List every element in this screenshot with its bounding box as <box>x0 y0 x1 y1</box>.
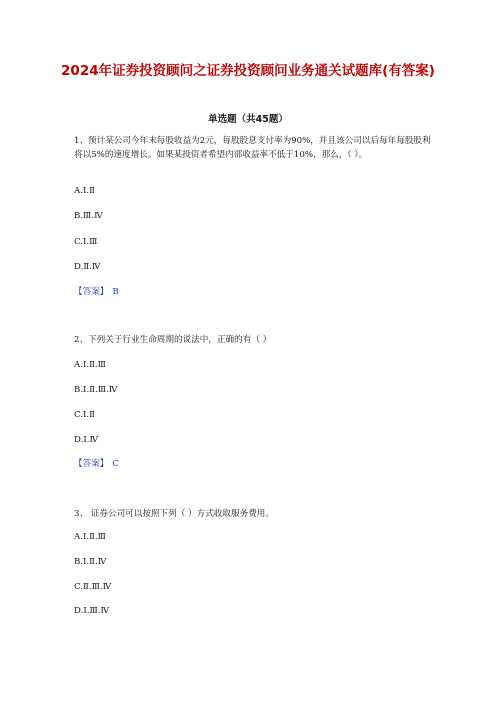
question-2-option-a: A.Ⅰ.Ⅱ.Ⅲ <box>74 360 106 370</box>
question-1-answer <box>74 286 119 298</box>
answer-value: B <box>112 287 119 297</box>
answer-value: C <box>112 459 119 469</box>
question-3-text: 3、 证券公司可以按照下列（ ）方式收取服务费用。 <box>74 509 274 519</box>
document-title: 2024年证券投资顾问之证券投资顾问业务通关试题库(有答案) <box>61 63 435 79</box>
question-1-option-c: C.Ⅰ.Ⅲ <box>74 237 98 247</box>
question-1-option-a: A.Ⅰ.Ⅱ <box>74 186 95 196</box>
question-3-option-d: D.Ⅰ.Ⅲ.Ⅳ <box>74 606 110 616</box>
question-2-option-d: D.Ⅰ.Ⅳ <box>74 435 99 445</box>
question-2-option-c: C.Ⅰ.Ⅱ <box>74 410 95 420</box>
question-1-text: 1、预计某公司今年末每股收益为2元，每股股息支付率为90%，并且该公司以后每年每股股利将以5%的速度增长。如果某投资者希望内部收益率不低于10%，那么，（ ）。 <box>74 136 431 160</box>
question-3-option-a: A.Ⅰ.Ⅱ.Ⅲ <box>74 532 106 542</box>
answer-label: 【答案】 <box>74 459 109 469</box>
answer-label: 【答案】 <box>74 287 109 297</box>
question-3-option-b: B.Ⅰ.Ⅱ.Ⅳ <box>74 557 107 567</box>
question-2-answer <box>74 458 119 470</box>
section-heading: 单选题（共45题） <box>208 114 288 125</box>
question-2-option-b: B.Ⅰ.Ⅱ.Ⅲ.Ⅳ <box>74 385 118 395</box>
question-1-option-d: D.Ⅱ.Ⅳ <box>74 262 101 272</box>
question-1-option-b: B.Ⅲ.Ⅳ <box>74 211 103 221</box>
question-3-option-c: C.Ⅱ.Ⅲ.Ⅳ <box>74 582 112 592</box>
question-2-text: 2、下列关于行业生命周期的说法中，正确的有（ ） <box>74 335 272 345</box>
